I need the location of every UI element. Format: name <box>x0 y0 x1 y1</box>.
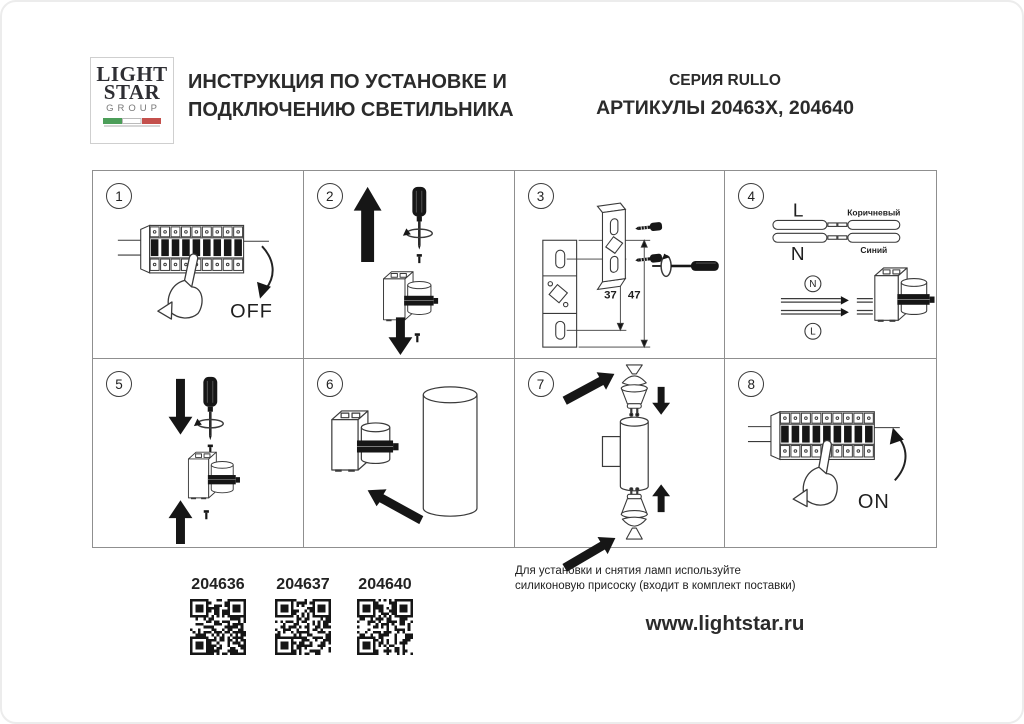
screwdriver-icon <box>403 187 432 250</box>
article-numbers: АРТИКУЛЫ 20463X, 204640 <box>596 97 854 119</box>
lamp-base-diagram <box>188 452 240 498</box>
mounting-screws <box>634 222 662 265</box>
step-cell-8 <box>725 359 936 547</box>
qr-label: 204636 <box>191 576 245 593</box>
step-2-badge: 2 <box>317 183 343 209</box>
suction-cup-bottom-icon <box>622 517 646 539</box>
screw-icon <box>416 254 421 263</box>
arrow-up-icon <box>652 484 670 512</box>
step-5-badge: 5 <box>106 371 132 397</box>
lamp-base-diagram <box>875 268 935 321</box>
arrow-diagonal-icon <box>562 372 614 405</box>
step-cell-6 <box>304 359 515 547</box>
step-1-badge: 1 <box>106 183 132 209</box>
logo-word-group: GROUP <box>106 103 161 114</box>
website-url: www.lightstar.ru <box>645 612 805 635</box>
title-line-1: ИНСТРУКЦИЯ ПО УСТАНОВКЕ И <box>188 71 507 93</box>
series-name: СЕРИЯ RULLO <box>669 72 781 89</box>
logo-word-light: LIGHT <box>96 62 168 86</box>
step-cell-5 <box>93 359 304 547</box>
curved-arrow-up-icon <box>890 428 906 481</box>
step-6-badge: 6 <box>317 371 343 397</box>
neutral-label: N <box>791 244 805 266</box>
off-label: OFF <box>230 300 273 323</box>
gu10-bulb-bottom <box>621 488 647 518</box>
screw-icon <box>414 333 419 342</box>
note-line-1: Для установки и снятия ламп используйте <box>515 565 741 577</box>
arrow-up-icon <box>353 187 381 262</box>
gu10-bulb-top <box>621 385 647 416</box>
step-cell-4 <box>725 171 936 359</box>
step-4-badge: 4 <box>738 183 764 209</box>
qr-block-204636 <box>188 576 248 660</box>
step-cell-3 <box>515 171 726 359</box>
wires-to-fixture <box>781 296 873 316</box>
screwdriver-horizontal-icon <box>652 254 719 277</box>
arrow-up-icon <box>169 500 193 544</box>
title-line-2: ПОДКЛЮЧЕНИЮ СВЕТИЛЬНИКА <box>188 99 514 121</box>
italian-flag-icon <box>103 118 161 124</box>
on-label: ON <box>858 491 891 514</box>
suction-cup-top-icon <box>622 365 646 385</box>
screw-icon <box>204 510 209 519</box>
lamp-body <box>602 417 648 491</box>
arrow-down-icon <box>652 387 670 415</box>
lamp-base-diagram <box>332 411 399 471</box>
dim-47: 47 <box>627 289 641 302</box>
qr-code-204640 <box>357 599 413 655</box>
screwdriver-icon <box>194 377 223 440</box>
qr-label: 204637 <box>276 576 330 593</box>
qr-block-204637 <box>273 576 333 660</box>
svg-text:N: N <box>809 279 817 291</box>
line-label: L <box>793 200 804 222</box>
qr-block-204640 <box>355 576 415 660</box>
series-block <box>567 72 883 120</box>
step-cell-1 <box>93 171 304 359</box>
step-3-badge: 3 <box>528 183 554 209</box>
supply-wires <box>773 220 900 242</box>
step-cell-2 <box>304 171 515 359</box>
logo-word-star: STAR <box>103 80 161 104</box>
brown-wire-label: Коричневый <box>847 207 901 218</box>
steps-grid <box>92 170 937 548</box>
bracket-front-view <box>542 240 576 347</box>
lightstar-logo <box>90 57 174 144</box>
qr-label: 204640 <box>358 576 412 593</box>
lamp-base-diagram <box>383 272 438 321</box>
blue-wire-label: Синий <box>860 245 888 256</box>
note-line-2: силиконовую присоску (входит в комплект поставки) <box>515 579 796 592</box>
step-cell-7 <box>515 359 726 547</box>
qr-code-204637 <box>275 599 331 655</box>
dim-37: 37 <box>603 289 617 302</box>
bracket-3d-view <box>597 202 625 289</box>
svg-text:L: L <box>810 326 816 338</box>
step-8-badge: 8 <box>738 371 764 397</box>
logo-divider <box>104 125 160 127</box>
suction-cup-note <box>515 564 845 593</box>
arrow-diagonal-icon <box>367 489 423 524</box>
qr-code-204636 <box>190 599 246 655</box>
curved-arrow-down-icon <box>257 246 273 298</box>
step-7-badge: 7 <box>528 371 554 397</box>
arrow-down-icon <box>388 317 412 355</box>
page-title <box>188 68 514 124</box>
cylinder-shade <box>423 387 477 516</box>
arrow-down-icon <box>169 379 193 435</box>
terminal-labels <box>805 276 821 339</box>
